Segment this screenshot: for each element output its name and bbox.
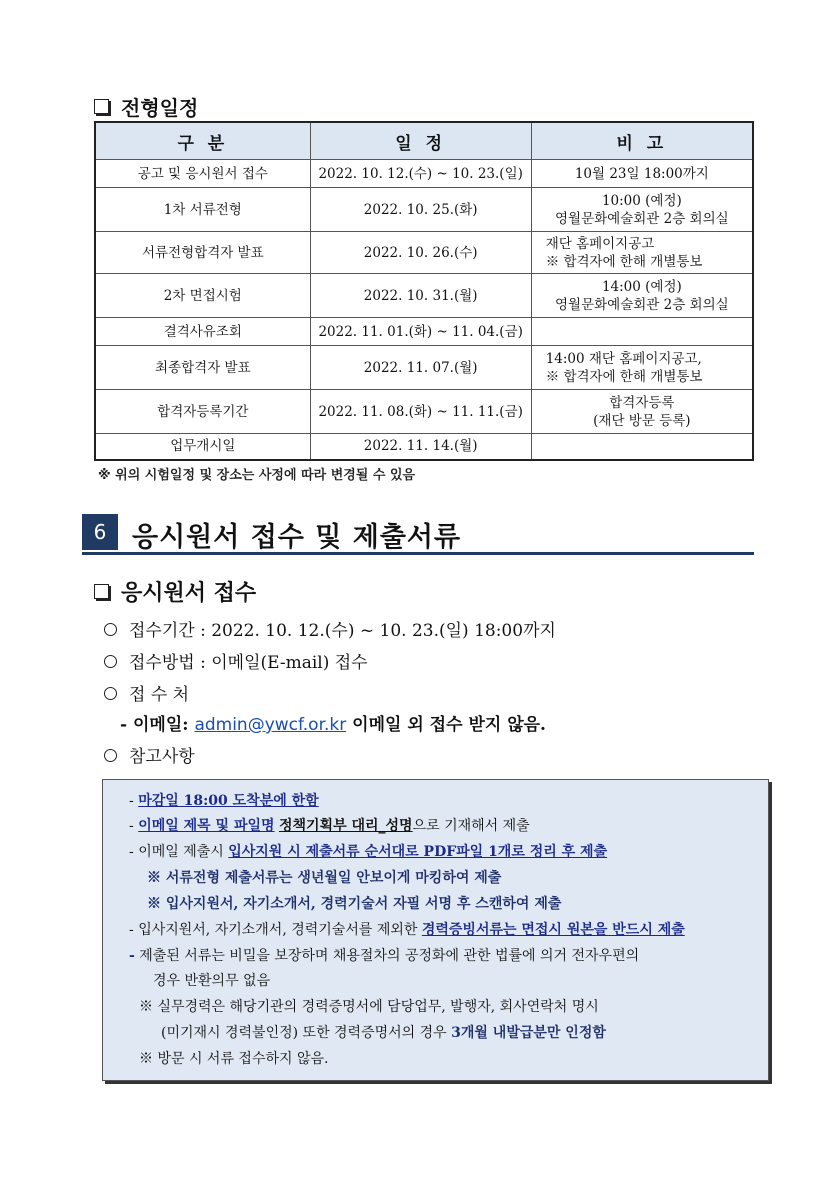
row-item: 2차 면접시험 [95,274,310,318]
note-experience: ※ 실무경력은 해당기관의 경력증명서에 담당업무, 발행자, 회사연락처 명시 [139,999,599,1015]
row-note-line2: (재단 방문 등록) [593,412,691,429]
row-date: 2022. 10. 12.(수) ~ 10. 23.(일) [310,160,531,188]
row-date: 2022. 11. 14.(월) [310,434,531,460]
row-date: 2022. 10. 26.(수) [310,232,531,274]
table-row [95,274,753,318]
row-note-line1: 14:00 재단 홈페이지공고, [545,350,702,367]
application-heading [94,576,256,607]
table-row [95,434,753,460]
circle-bullet-icon [104,655,117,668]
row-note-line1: 10월 23일 18:00까지 [574,165,709,182]
row-date: 2022. 11. 08.(화) ~ 11. 11.(금) [310,390,531,434]
table-header-row [95,122,753,160]
section-title: 응시원서 접수 및 제출서류 [132,522,462,553]
row-note [531,274,753,318]
table-row [95,346,753,390]
reference-item [104,742,195,767]
note-no-visit: ※ 방문 시 서류 접수하지 않음. [139,1051,329,1067]
row-item: 최종합격자 발표 [95,346,310,390]
row-note-line1: 재단 홈페이지공고 [545,235,655,252]
note-email-title: 이메일 제목 및 파일명 [138,818,275,834]
schedule-table [94,121,754,461]
dash: - [129,948,135,964]
place-item [104,680,189,705]
circle-bullet-icon [104,687,117,700]
section6-header [82,514,754,555]
row-note-line2: ※ 합격자에 한해 개별통보 [545,368,703,385]
note-line [161,1022,606,1042]
note-privacy: 제출된 서류는 비밀을 보장하며 채용절차의 공정화에 관한 법률에 의거 전자우편의 [139,948,640,964]
note-experience-cont: (미기재시 경력불인정) 또한 경력증명서의 경우 [161,1025,452,1041]
row-note-line1: 14:00 (예정) [601,278,682,295]
row-date: 2022. 10. 31.(월) [310,274,531,318]
header-note: 비 고 [531,122,753,160]
circle-bullet-icon [104,749,117,762]
table-row [95,160,753,188]
row-item: 결격사유조회 [95,318,310,346]
row-date: 2022. 10. 25.(화) [310,188,531,232]
row-item: 합격자등록기간 [95,390,310,434]
table-row [95,188,753,232]
row-item: 공고 및 응시원서 접수 [95,160,310,188]
table-row [95,232,753,274]
note-proof-rule: 경력증빙서류는 면접시 원본을 반드시 제출 [421,922,685,938]
row-note [531,346,753,390]
schedule-footnote: ※ 위의 시험일정 및 장소는 사정에 따라 변경될 수 있음 [98,468,416,483]
email-suffix: 이메일 외 접수 받지 않음. [346,715,546,735]
row-date: 2022. 11. 07.(월) [310,346,531,390]
row-item: 서류전형합격자 발표 [95,232,310,274]
note-line [129,945,639,965]
row-note-line1: 합격자등록 [609,394,675,411]
schedule-heading-text: 전형일정 [121,96,199,120]
note-submit-prefix: 이메일 제출시 [138,844,229,860]
row-note-line2: 영월문화예술회관 2층 회의실 [555,210,729,227]
row-note-line2: ※ 합격자에 한해 개별통보 [545,253,703,270]
circle-bullet-icon [104,623,117,636]
note-line [129,841,607,861]
schedule-heading [94,92,198,121]
note-line [129,815,530,835]
row-note [531,188,753,232]
checkbox-icon [94,584,109,599]
dash: - [129,793,134,809]
table-row [95,318,753,346]
row-date: 2022. 11. 01.(화) ~ 11. 04.(금) [310,318,531,346]
dash: - [129,922,134,938]
email-prefix: - 이메일: [120,715,195,735]
row-note [531,160,753,188]
place-text: 접 수 처 [129,685,190,705]
note-submit-rule: 입사지원 시 제출서류 순서대로 PDF파일 1개로 정리 후 제출 [228,844,608,860]
period-item [104,616,556,641]
checkbox-icon [94,99,109,114]
section-number-badge: 6 [82,514,118,550]
method-text: 접수방법 : 이메일(E-mail) 접수 [129,653,368,673]
period-text: 접수기간 : 2022. 10. 12.(수) ~ 10. 23.(일) 18:00까지 [129,621,556,641]
row-item: 업무개시일 [95,434,310,460]
row-note [531,232,753,274]
dash: - [129,818,134,834]
application-heading-text: 응시원서 접수 [121,581,257,606]
note-format-suffix: 으로 기재해서 제출 [412,818,530,834]
email-line [120,710,546,735]
note-signature: ※ 입사지원서, 자기소개서, 경력기술서 자필 서명 후 스캔하여 제출 [147,896,562,912]
note-privacy-cont: 경우 반환의무 없음 [153,973,271,989]
notes-box [102,779,769,1081]
note-experience-rule: 3개월 내발급분만 인정함 [451,1025,606,1041]
dash: - [129,844,134,860]
row-note [531,434,753,460]
note-birthdate: ※ 서류전형 제출서류는 생년월일 안보이게 마킹하여 제출 [147,870,502,886]
note-line [129,790,319,810]
header-item: 구 분 [95,122,310,160]
row-note-line1: 10:00 (예정) [601,192,682,209]
note-format: 정책기획부 대리_성명 [278,818,413,834]
table-row [95,390,753,434]
row-note [531,318,753,346]
row-item: 1차 서류전형 [95,188,310,232]
note-proof-prefix: 입사지원서, 자기소개서, 경력기술서를 제외한 [138,922,422,938]
email-link[interactable]: admin@ywcf.or.kr [194,715,347,735]
note-line [129,919,685,939]
method-item [104,648,368,673]
note-deadline: 마감일 18:00 도착분에 한함 [138,793,319,809]
row-note [531,390,753,434]
row-note-line2: 영월문화예술회관 2층 회의실 [555,296,729,313]
reference-text: 참고사항 [129,747,195,767]
header-date: 일 정 [310,122,531,160]
